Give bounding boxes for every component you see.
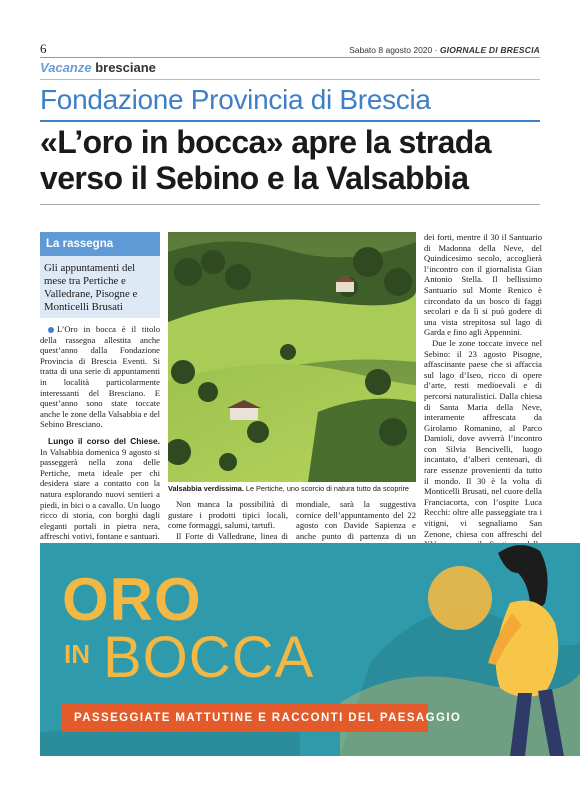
caption-text: Le Pertiche, uno scorcio di natura tutto da scoprire — [245, 484, 409, 493]
kicker-rule — [40, 120, 540, 122]
banner-tagline: PASSEGGIATE MATTUTINE E RACCONTI DEL PAESAGGIO — [62, 704, 428, 732]
issue-date: Sabato 8 agosto 2020 — [349, 45, 433, 55]
section-label — [40, 60, 156, 75]
text-column-1 — [40, 324, 160, 542]
article-headline: «L’oro in bocca» apre la strada verso il Sebino e la Valsabbia — [40, 124, 491, 196]
valsabbia-photo — [168, 232, 416, 482]
article-kicker: Fondazione Provincia di Brescia — [40, 84, 431, 115]
article-subtitle: Gli appuntamenti del mese tra Pertiche e Valledrane, Pisogne e Monticelli Brusati — [44, 262, 138, 313]
paragraph: Il Forte di Valledrane, linea di — [176, 530, 288, 541]
bullet-dot-icon — [48, 327, 54, 333]
paragraph: In Valsabbia domenica 9 agosto si passeggerà nella zona delle Pertiche, meta ideale per chi desidera stare a contatto con la natura esplorando nuovi sentieri a piedi, in bici o a cavallo. Un luogo ricco di storia, con borghi dagli eleganti portali in pietra nera, affreschi votivi, fontane e santuari. — [40, 446, 160, 542]
paragraph: mondiale, sarà la suggestiva cornice dell’appuntamento del 22 agosto con Davide Sapienza e anche punto di partenza di un — [296, 499, 416, 541]
section-word-vacanze: Vacanze — [40, 60, 92, 75]
section-word-bresciane: bresciane — [95, 60, 156, 75]
paragraph: L’Oro in bocca è il titolo della rassegna allestita anche quest’anno dalla Fondazione Provincia di Brescia Eventi. Si tratta di una serie di appuntamenti in località particolarmente interessanti del Bresciano. E quest’anno sono state toccate anche le zone della Valsabbia e del Sebino Bresciano. — [40, 324, 160, 430]
subheading-chiese: Lungo il corso del Chiese. — [48, 435, 160, 446]
photo-caption — [168, 484, 418, 493]
paragraph: Non manca la possibilità di gustare i prodotti tipici locali, come formaggi, salumi, tartufi. — [168, 499, 288, 531]
banner-word-in: IN — [64, 639, 90, 669]
header-rule — [40, 57, 540, 58]
section-rule — [40, 79, 540, 80]
newspaper-name: GIORNALE DI BRESCIA — [439, 45, 540, 55]
page-number: 6 — [40, 41, 47, 56]
caption-title: Valsabbia verdissima. — [168, 484, 244, 493]
banner-word-bocca: BOCCA — [103, 625, 315, 690]
banner-word-oro: ORO — [62, 566, 202, 633]
text-column-4 — [424, 232, 542, 571]
paragraph: Due le zone toccate invece nel Sebino: il 23 agosto Pisogne, affascinante paese che si affaccia sul lago d’Iseo, ricco di opere d’arte, resti medioevali e di percorsi naturalistici. Dalla chiesa di Santa Maria della Neve, interamente affrescata da Girolamo Romanino, al Parco Damioli, dove avverrà l’incontro con Silvia Bencivelli, luogo incantato, d’alberi centenari, di rare essenze provenienti da tutto il mondo. Il 30 è la volta di Monticelli Brusati, nel cuore della Franciacorta, con l’ospite Luca Recchi: oltre alle passeggiate tra i vitigni, vi segnaliamo San Zenone, chiesa con affreschi del — [424, 337, 542, 539]
paragraph: dei forti, mentre il 30 il Santuario di Madonna della Neve, del Quindicesimo secolo, accoglierà l’incontro con il giornalista Gian Antonio Stella. Il bellissimo Santuario sul Monte Renico è circondato da un bosco di faggi secolari e da lì si può godere di una vista strepitosa sul lago di Garda e fino agli Appennini. — [424, 232, 542, 338]
headline-rule — [40, 204, 540, 205]
page-header-info — [349, 45, 540, 55]
header-separator: · — [434, 45, 438, 55]
rassegna-label: La rassegna — [40, 232, 160, 256]
landscape-image — [168, 232, 416, 482]
